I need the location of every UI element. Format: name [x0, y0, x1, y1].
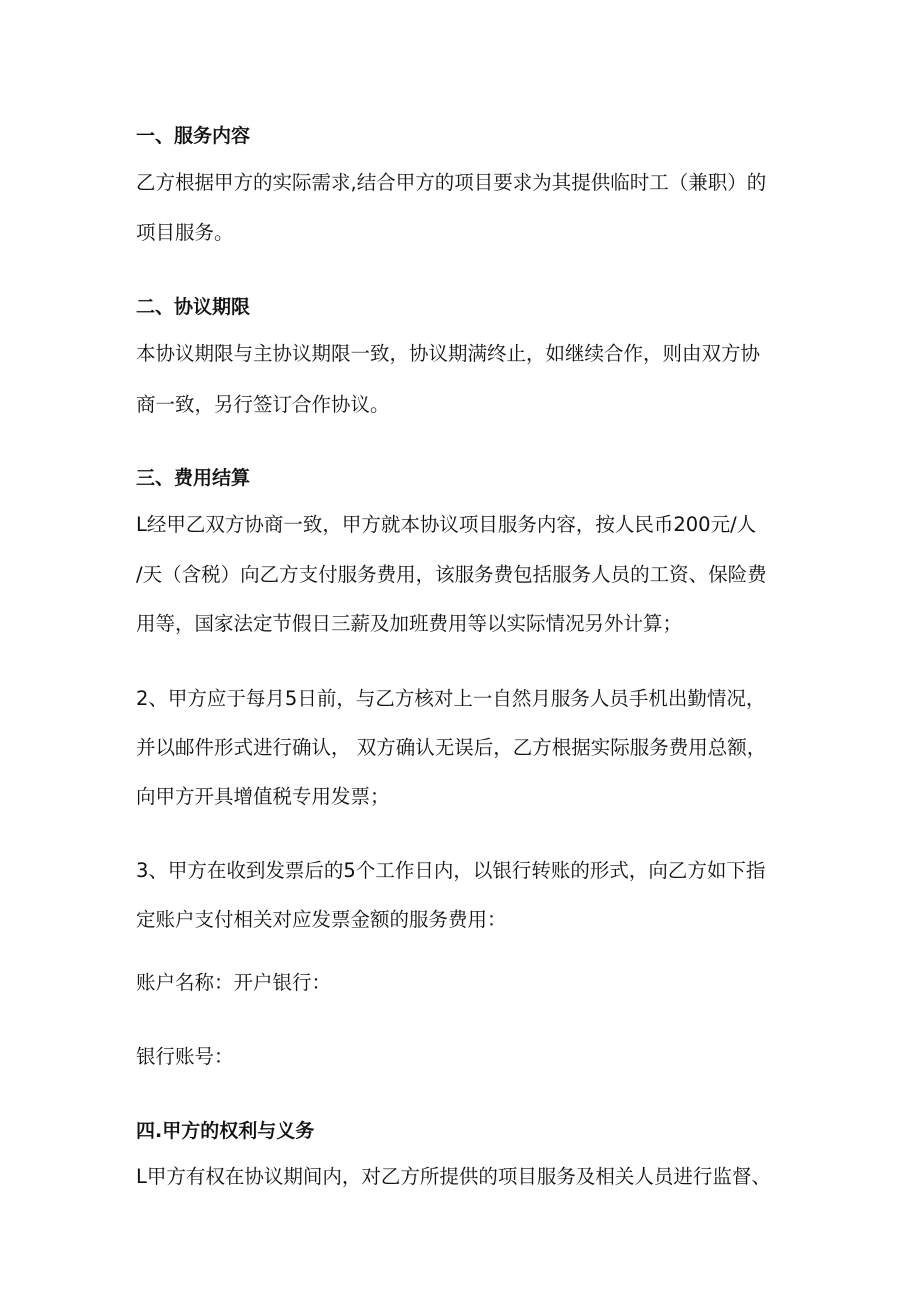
paragraph-line: 项目服务。 — [136, 221, 234, 244]
paragraph-line: 定账户支付相关对应发票金额的服务费用： — [136, 908, 507, 931]
section-heading-fee-settlement: 三、费用结算 — [136, 467, 251, 489]
account-number-line: 银行账号： — [136, 1045, 234, 1068]
paragraph-line: 2、甲方应于每月5日前，与乙方核对上一自然月服务人员手机出勤情况， — [136, 687, 766, 710]
paragraph-line: /天（含税）向乙方支付服务费用，该服务费包括服务人员的工资、保险费 — [136, 563, 767, 586]
section-heading-party-a-rights: 四.甲方的权利与义务 — [136, 1120, 315, 1142]
section-heading-agreement-term: 二、协议期限 — [136, 296, 251, 318]
paragraph-line: L甲方有权在协议期间内，对乙方所提供的项目服务及相关人员进行监督、 — [136, 1165, 771, 1188]
paragraph-line: 用等，国家法定节假日三薪及加班费用等以实际情况另外计算； — [136, 612, 683, 635]
section-heading-service-content: 一、服务内容 — [136, 125, 251, 147]
paragraph-line: 本协议期限与主协议期限一致，协议期满终止，如继续合作，则由双方协 — [136, 342, 761, 365]
paragraph-line: L经甲乙双方协商一致，甲方就本协议项目服务内容，按人民币200元/人 — [136, 513, 757, 536]
paragraph-line: 商一致，另行签订合作协议。 — [136, 393, 390, 416]
paragraph-line: 向甲方开具增值税专用发票； — [136, 785, 390, 808]
account-name-line: 账户名称：开户银行： — [136, 971, 332, 994]
paragraph-line: 并以邮件形式进行确认， 双方确认无误后，乙方根据实际服务费用总额， — [136, 736, 767, 759]
paragraph-line: 3、甲方在收到发票后的5个工作日内，以银行转账的形式，向乙方如下指 — [136, 859, 766, 882]
paragraph-line: 乙方根据甲方的实际需求,结合甲方的项目要求为其提供临时工（兼职）的 — [136, 171, 767, 194]
